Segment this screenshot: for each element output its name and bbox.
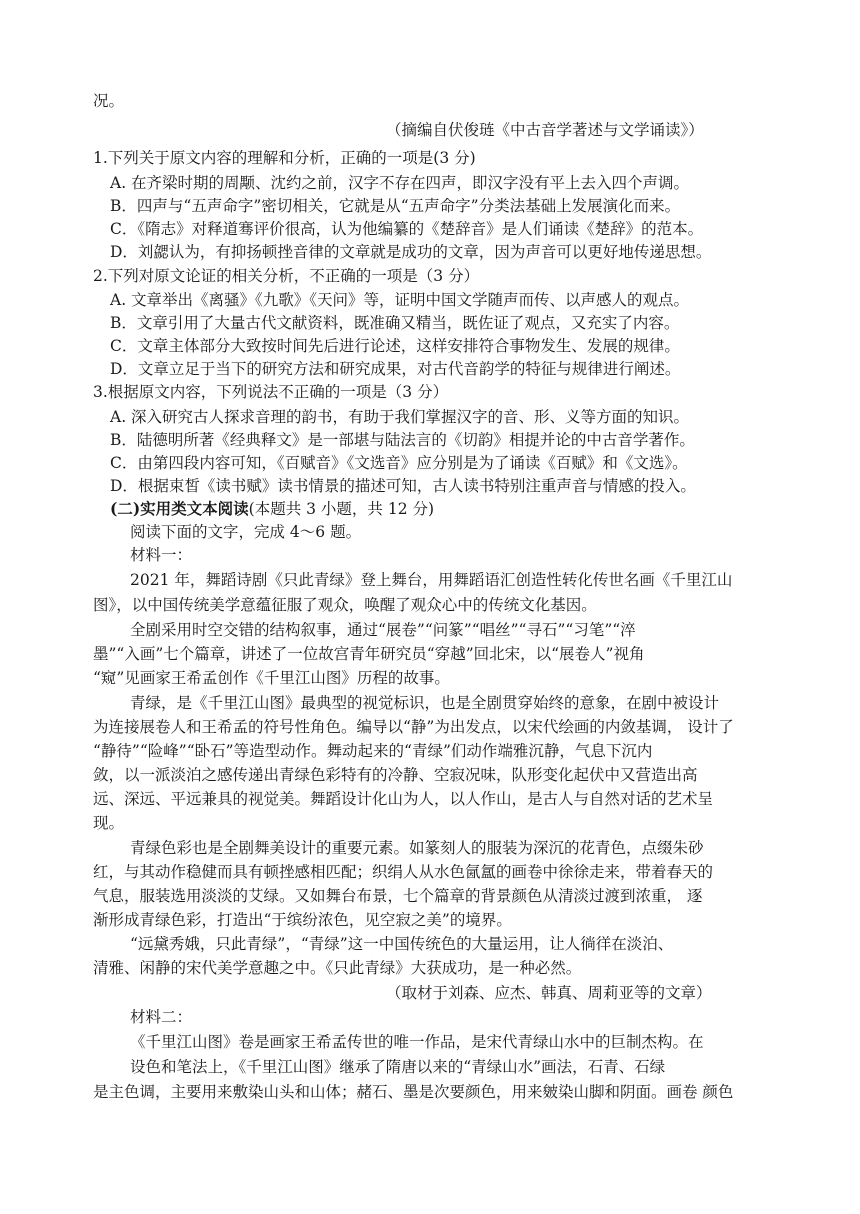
section-2-heading-bold: (二)实用类文本阅读 bbox=[110, 499, 249, 518]
material-1-line: 渐形成青绿色彩，打造出“于缤纷浓色，见空寂之美”的境界。 bbox=[93, 911, 512, 929]
material-1-line: 现。 bbox=[93, 814, 125, 832]
question-2-option-b: B．文章引用了大量古代文献资料，既准确又精当，既佐证了观点，又充实了内容。 bbox=[110, 314, 680, 332]
question-1-option-b: B．四声与“五声命字”密切相关，它就是从“五声命字”分类法基础上发展演化而来。 bbox=[110, 197, 681, 215]
material-1-label: 材料一： bbox=[130, 546, 193, 564]
question-3-option-a: A. 深入研究古人探求音理的韵书，有助于我们掌握汉字的音、形、义等方面的知识。 bbox=[110, 408, 690, 426]
question-1-option-a: A. 在齐梁时期的周颙、沈约之前，汉字不存在四声，即汉字没有平上去入四个声调。 bbox=[110, 174, 690, 192]
material-1-line: “远黛秀娥，只此青绿”，“青绿”这一中国传统色的大量运用，让人徜徉在淡泊、 bbox=[130, 935, 674, 953]
material-1-line: 远、深远、平远兼具的视觉美。舞蹈设计化山为人，以人作山，是古人与自然对话的艺术呈 bbox=[93, 790, 714, 808]
question-2-option-a: A. 文章举出《离骚》《九歌》《天问》等，证明中国文学随声而传、以声感人的观点。 bbox=[110, 291, 690, 309]
material-2-line: 《千里江山图》卷是画家王希孟传世的唯一作品，是宋代青绿山水中的巨制杰构。在 bbox=[130, 1033, 704, 1051]
question-1-option-d: D．刘勰认为，有抑扬顿挫音律的文章就是成功的文章，因为声音可以更好地传递思想。 bbox=[110, 243, 712, 261]
material-1-line: 气息，服装选用淡淡的艾绿。又如舞台布景，七个篇章的背景颜色从清淡过渡到浓重， 逐 bbox=[93, 887, 703, 905]
question-1-stem: 1.下列关于原文内容的理解和分析，正确的一项是(3 分) bbox=[93, 149, 476, 167]
material-1-line: 青绿色彩也是全剧舞美设计的重要元素。如篆刻人的服装为深沉的花青色，点缀朱砂 bbox=[130, 839, 704, 857]
material-2-label: 材料二： bbox=[130, 1008, 193, 1026]
material-1-line: 红，与其动作稳健而具有顿挫感相匹配；织绢人从水色氤氲的画卷中徐徐走来，带着春天的 bbox=[93, 863, 714, 881]
material-1-line: “静待”“险峰”“卧石”等造型动作。舞动起来的“青绿”们动作端雅沉静，气息下沉内 bbox=[93, 742, 653, 760]
material-1-line: 清雅、闲静的宋代美学意趣之中。《只此青绿》大获成功，是一种必然。 bbox=[93, 959, 582, 977]
material-1-line: 青绿，是《千里江山图》最典型的视觉标识，也是全剧贯穿始终的意象，在剧中被设计 bbox=[130, 694, 720, 712]
question-2-option-c: C．文章主体部分大致按时间先后进行论述，这样安排符合事物发生、发展的规律。 bbox=[110, 337, 680, 355]
material-1-line: 全剧采用时空交错的结构叙事，通过“展卷”“问篆”“唱丝”“寻石”“习笔”“淬 bbox=[130, 621, 636, 639]
source-citation-2: （取材于刘森、应杰、韩真、周莉亚等的文章） bbox=[386, 984, 712, 1002]
material-1-line: 图》，以中国传统美学意蕴征服了观众，唤醒了观众心中的传统文化基因。 bbox=[93, 596, 597, 614]
material-1-line: “窥”见画家王希孟创作《千里江山图》历程的故事。 bbox=[93, 669, 450, 687]
question-3-option-c: C．由第四段内容可知，《百赋音》《文选音》应分别是为了诵读《百赋》和《文选》。 bbox=[110, 454, 688, 472]
question-3-stem: 3.根据原文内容，下列说法不正确的一项是（3 分） bbox=[93, 383, 449, 401]
source-citation-1: （摘编自伏俊琏《中古音学著述与文学诵读》） bbox=[386, 121, 704, 139]
question-3-option-d: D．根据束皙《读书赋》读书情景的描述可知，古人读书特别注重声音与情感的投入。 bbox=[110, 477, 696, 495]
question-1-option-c: C．《隋志》对释道骞评价很高，认为他编纂的《楚辞音》是人们诵读《楚辞》的范本。 bbox=[110, 220, 704, 238]
material-1-line: 墨”“入画”七个篇章，讲述了一位故宫青年研究员“穿越”回北宋，以“展卷人”视角 bbox=[93, 645, 645, 663]
section-2-instruction: 阅读下面的文字，完成 4～6 题。 bbox=[130, 523, 362, 541]
material-2-line: 设色和笔法上，《千里江山图》继承了隋唐以来的“青绿山水”画法，石青、石绿 bbox=[130, 1058, 666, 1076]
question-3-option-b: B．陆德明所著《经典释文》是一部堪与陆法言的《切韵》相提并论的中古音学著作。 bbox=[110, 431, 695, 449]
material-1-line: 敛，以一派淡泊之感传递出青绿色彩特有的冷静、空寂况味，队形变化起伏中又营造出高 bbox=[93, 766, 698, 784]
material-2-line: 是主色调，主要用来敷染山头和山体；赭石、墨是次要颜色，用来皴染山脚和阴面。画卷 颜色 bbox=[93, 1083, 734, 1101]
section-2-heading-rest: (本题共 3 小题，共 12 分) bbox=[248, 500, 435, 518]
question-2-option-d: D．文章立足于当下的研究方法和研究成果，对古代音韵学的特征与规律进行阐述。 bbox=[110, 360, 681, 378]
question-2-stem: 2.下列对原文论证的相关分析，不正确的一项是（3 分） bbox=[93, 267, 480, 285]
intro-tail: 况。 bbox=[93, 92, 125, 110]
section-2-heading bbox=[110, 499, 434, 519]
material-1-line: 为连接展卷人和王希孟的符号性角色。编导以“静”为出发点，以宋代绘画的内敛基调， 设计了 bbox=[93, 718, 734, 736]
material-1-line: 2021 年，舞蹈诗剧《只此青绿》登上舞台，用舞蹈语汇创造性转化传世名画《千里江山 bbox=[130, 571, 733, 589]
